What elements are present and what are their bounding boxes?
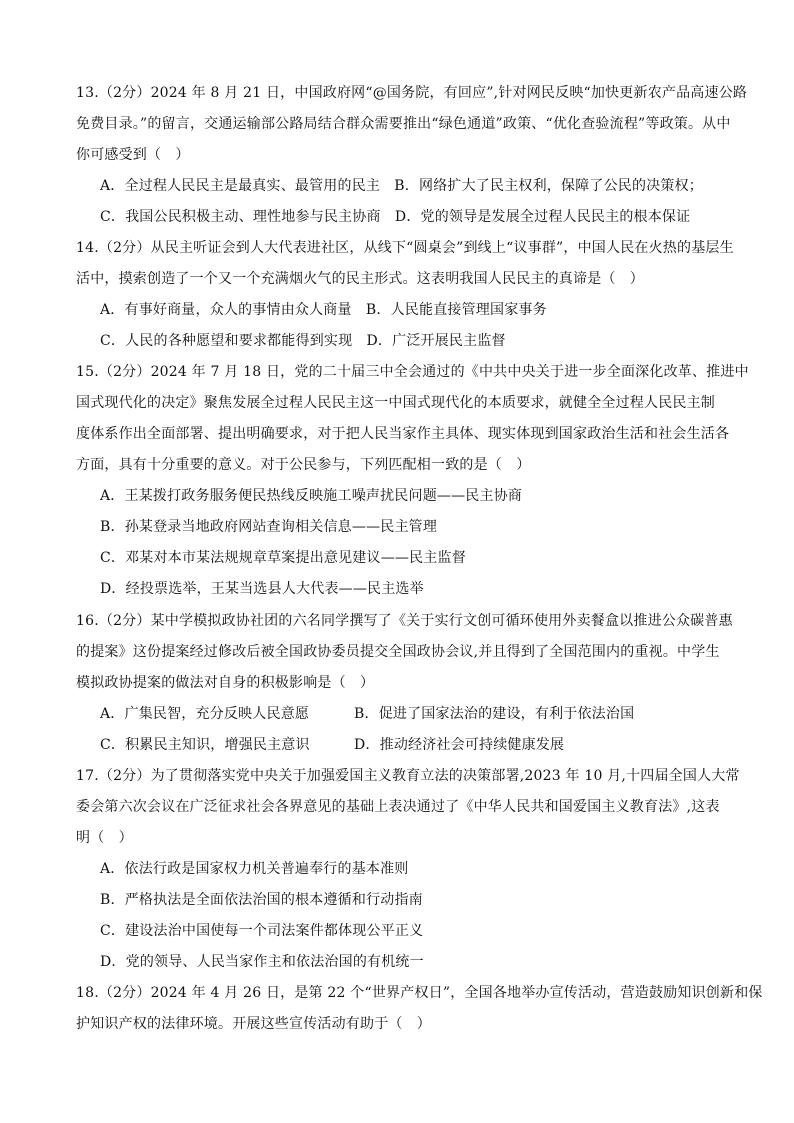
question-text-line: 委会第六次会议在广泛征求社会各界意见的基础上表决通过了《中华人民共和国爱国主义教育法》,这表	[76, 799, 720, 815]
option-c-d: C．我国公民积极主动、理性地参与民主协商 D．党的领导是发展全过程人民民主的根本保证	[100, 209, 691, 225]
option-c: C．邓某对本市某法规规章草案提出意见建议——民主监督	[100, 550, 466, 566]
option-a: A．依法行政是国家权力机关普遍奉行的基本准则	[100, 861, 409, 877]
option-b: B．严格执法是全面依法治国的根本遵循和行动指南	[100, 892, 423, 908]
option-c-d: C．人民的各种愿望和要求都能得到实现 D．广泛开展民主监督	[100, 333, 506, 349]
question-text-line: 的提案》这份提案经过修改后被全国政协委员提交全国政协会议,并且得到了全国范围内的重视。中学生	[76, 644, 720, 660]
question-text-line: 13.（2分）2024 年 8 月 21 日，中国政府网“@国务院，有回应”,针对网民反映“加快更新农产品高速公路	[76, 85, 748, 101]
question-text-line: 17.（2分）为了贯彻落实党中央关于加强爱国主义教育立法的决策部署,2023 年 10 月,十四届全国人大常	[76, 768, 740, 784]
option-a-b: A．全过程人民民主是最真实、最管用的民主 B．网络扩大了民主权利，保障了公民的决策权；	[100, 178, 703, 194]
question-text-line: 度体系作出全面部署、提出明确要求，对于把人民当家作主具体、现实体现到国家政治生活和社会生活各	[76, 426, 730, 442]
question-text-line: 模拟政协提案的做法对自身的积极影响是（ ）	[76, 675, 375, 691]
option-d: D．党的领导、人民当家作主和依法治国的有机统一	[100, 954, 424, 970]
option-c: C．积累民主知识，增强民主意识	[100, 737, 310, 753]
question-text-line: 活中，摸索创造了一个又一个充满烟火气的民主形式。这表明我国人民民主的真谛是（ ）	[76, 271, 644, 287]
question-text-line: 明（ ）	[76, 830, 133, 846]
question-text-line: 免费目录。”的留言，交通运输部公路局结合群众需要推出“绿色通道”政策、“优化查验流程”等政策。从中	[76, 116, 731, 132]
option-a-b: A．有事好商量，众人的事情由众人商量 B．人民能直接管理国家事务	[100, 302, 547, 318]
question-text-line: 方面，具有十分重要的意义。对于公民参与，下列匹配相一致的是（ ）	[76, 457, 531, 473]
option-d: D．经投票选举，王某当选县人大代表——民主选举	[100, 581, 424, 597]
option-a: A．广集民智，充分反映人民意愿	[100, 706, 310, 722]
question-text-line: 15.（2分）2024 年 7 月 18 日，党的二十届三中全会通过的《中共中央关于进一步全面深化改革、推进中	[76, 364, 749, 380]
option-c: C．建设法治中国使每一个司法案件都体现公平正义	[100, 923, 424, 939]
question-text-line: 国式现代化的决定》聚焦发展全过程人民民主这一中国式现代化的本质要求，就健全全过程人民民主制	[76, 395, 715, 411]
question-text-line: 护知识产权的法律环境。开展这些宣传活动有助于（ ）	[76, 1016, 431, 1032]
option-a: A．王某拨打政务服务便民热线反映施工噪声扰民问题——民主协商	[100, 488, 523, 504]
option-b: B．孙某登录当地政府网站查询相关信息——民主管理	[100, 519, 438, 535]
option-b: B．促进了国家法治的建设，有利于依法治国	[354, 706, 635, 722]
question-text-line: 18.（2分）2024 年 4 月 26 日，是第 22 个“世界产权日”，全国各地举办宣传活动，营造鼓励知识创新和保	[76, 985, 763, 1001]
option-d: D．推动经济社会可持续健康发展	[354, 737, 565, 753]
question-text-line: 14.（2分）从民主听证会到人大代表进社区，从线下“圆桌会”到线上“议事群”，中国人民在火热的基层生	[76, 240, 734, 256]
question-text-line: 你可感受到（ ）	[76, 147, 190, 163]
question-text-line: 16.（2分）某中学模拟政协社团的六名同学撰写了《关于实行文创可循环使用外卖餐盒以推进公众碳普惠	[76, 613, 733, 629]
